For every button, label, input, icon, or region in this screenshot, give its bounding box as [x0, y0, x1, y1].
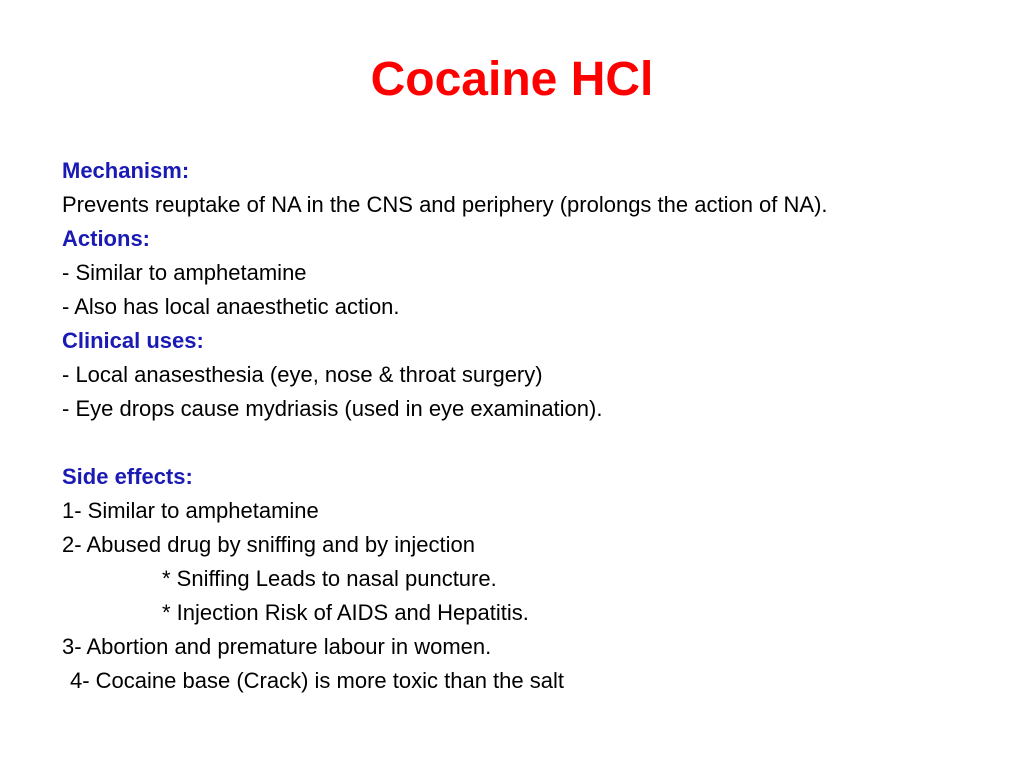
side-effects-item: 4- Cocaine base (Crack) is more toxic than the salt — [70, 668, 564, 693]
slide-title: Cocaine HCl — [370, 53, 654, 106]
spacer — [62, 426, 1002, 460]
actions-heading: Actions: — [62, 226, 150, 251]
slide-body — [62, 154, 1002, 698]
mechanism-heading: Mechanism: — [62, 158, 190, 183]
side-effects-item: 1- Similar to amphetamine — [62, 498, 319, 523]
side-effects-subitem: * Sniffing Leads to nasal puncture. — [162, 566, 497, 591]
side-effects-subitem: * Injection Risk of AIDS and Hepatitis. — [162, 600, 529, 625]
clinical-uses-item: - Local anasesthesia (eye, nose & throat surgery) — [62, 362, 543, 387]
side-effects-heading: Side effects: — [62, 464, 193, 489]
actions-item: - Similar to amphetamine — [62, 260, 307, 285]
clinical-uses-heading: Clinical uses: — [62, 328, 204, 353]
side-effects-item: 2- Abused drug by sniffing and by injection — [62, 532, 475, 557]
clinical-uses-item: - Eye drops cause mydriasis (used in eye examination). — [62, 396, 603, 421]
actions-item: - Also has local anaesthetic action. — [62, 294, 400, 319]
mechanism-text: Prevents reuptake of NA in the CNS and periphery (prolongs the action of NA). — [62, 192, 828, 217]
side-effects-item: 3- Abortion and premature labour in women. — [62, 634, 492, 659]
